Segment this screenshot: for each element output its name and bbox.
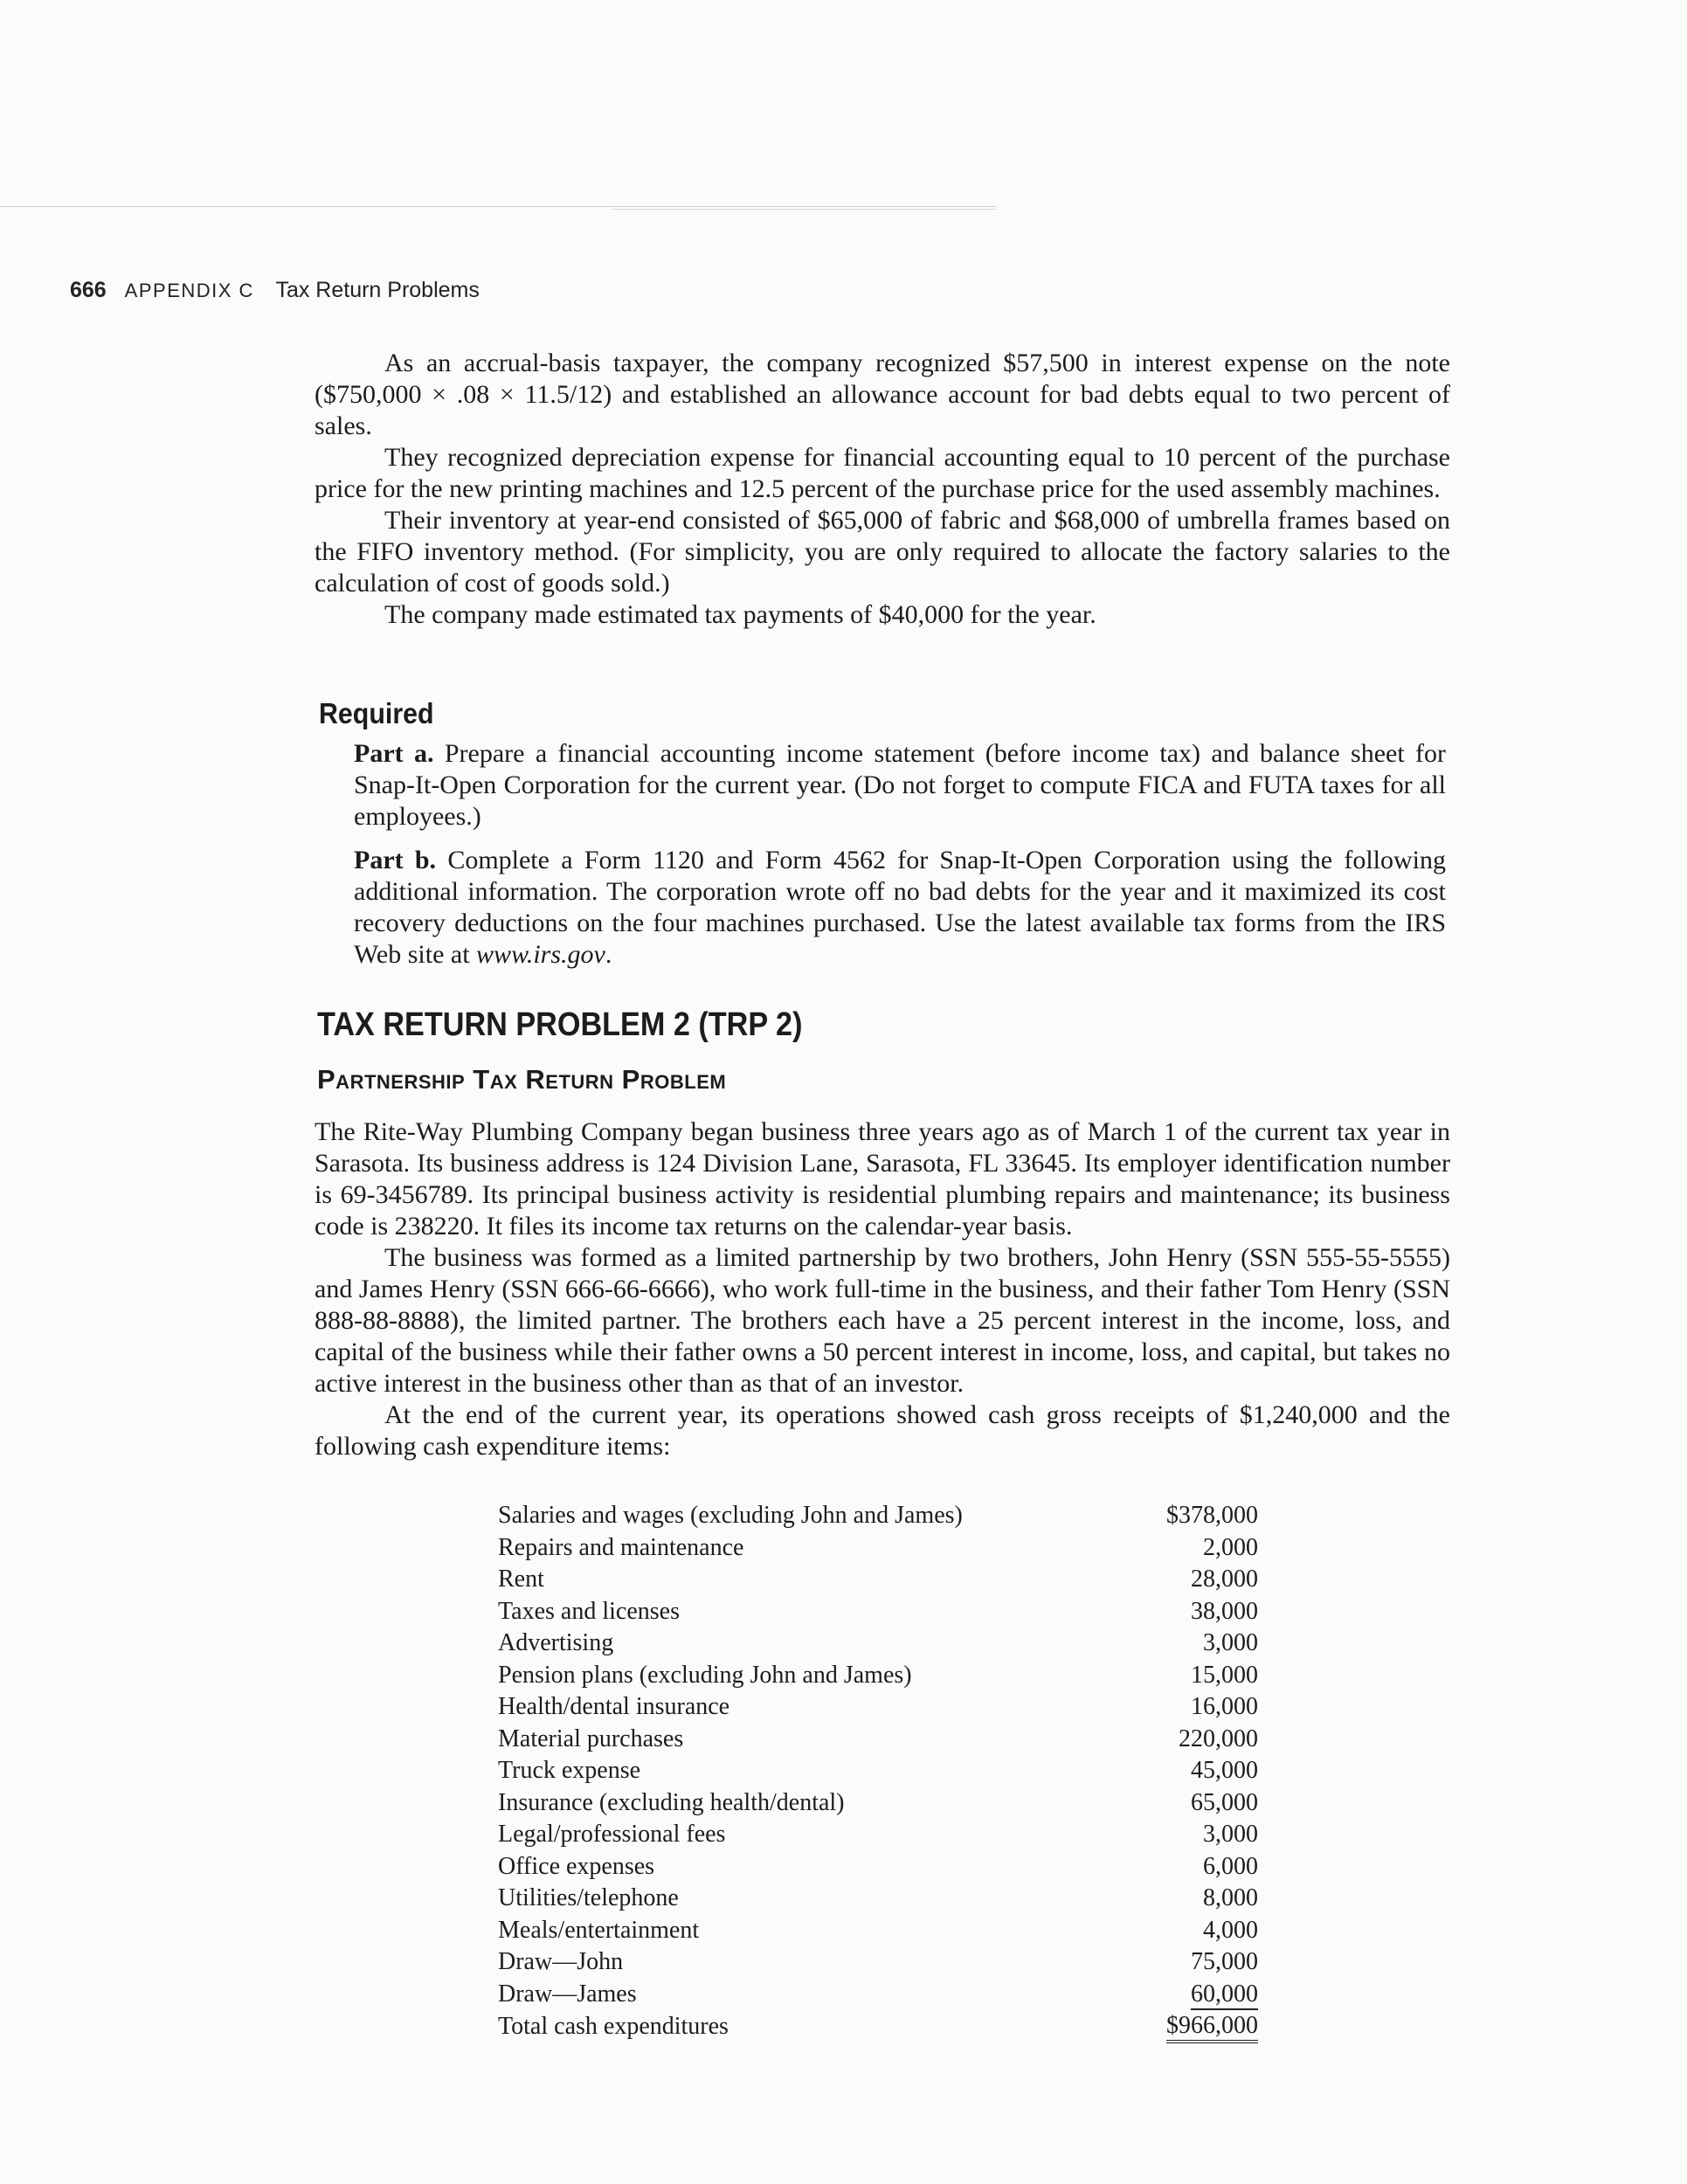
expense-amount-value: 38,000 [1191,1597,1258,1625]
intro-paragraph: Their inventory at year-end consisted of $65,000 of fabric and $68,000 of umbrella frames based on the FIFO inventory method. (For simplicity, you are only required to allocate the factory salaries to the calculation of cost of goods sold.) [315,506,1450,598]
expense-item: Draw—John [498,1948,624,1975]
appendix-label: APPENDIX C [124,280,254,301]
table-row [498,1851,1258,1883]
table-row [498,1755,1258,1787]
expense-item: Insurance (excluding health/dental) [498,1788,845,1816]
expense-amount-value: 65,000 [1191,1788,1258,1816]
expense-amount [1101,1628,1258,1660]
expense-amount [1101,1915,1258,1947]
expense-item: Utilities/telephone [498,1884,679,1911]
expense-item: Legal/professional fees [498,1821,726,1848]
total-row [498,2010,1258,2043]
expense-amount-value: 60,000 [1191,1980,1258,2010]
table-row [498,1628,1258,1660]
expense-item: Advertising [498,1629,614,1656]
expense-item: Pension plans (excluding John and James) [498,1661,912,1689]
expense-amount-value: 75,000 [1191,1948,1258,1975]
expense-amount-value: 2,000 [1203,1533,1258,1561]
required-heading: Required [319,697,434,729]
expense-item: Health/dental insurance [498,1693,730,1720]
required-parts [354,738,1446,983]
intro-block [315,348,1450,631]
total-amount [1101,2010,1258,2043]
expense-amount-value: 8,000 [1203,1884,1258,1911]
expense-amount-value: $378,000 [1166,1502,1258,1529]
expense-item: Office expenses [498,1852,655,1880]
scan-rule-2 [612,209,996,210]
part-a-label: Part a. [354,739,434,768]
page-number: 666 [70,278,107,302]
expense-amount [1101,1851,1258,1883]
table-row [498,1979,1258,2011]
table-row [498,1532,1258,1565]
table-row [498,1724,1258,1756]
expense-amount-value: 15,000 [1191,1661,1258,1689]
irs-url: www.irs.gov [476,940,605,969]
table-row [498,1883,1258,1915]
table-row [498,1660,1258,1692]
expense-amount [1101,1946,1258,1979]
expense-item: Material purchases [498,1724,684,1752]
expense-item: Repairs and maintenance [498,1533,744,1561]
expense-amount-value: 16,000 [1191,1693,1258,1720]
expense-amount-value: 28,000 [1191,1565,1258,1593]
intro-paragraph: The company made estimated tax payments of $40,000 for the year. [384,600,1096,629]
part-a [354,738,1446,833]
expense-amount [1101,1755,1258,1787]
expenditure-table [498,1500,1258,2043]
expense-item: Salaries and wages (excluding John and James) [498,1502,963,1529]
scan-rule [0,206,996,207]
expense-amount-value: 45,000 [1191,1757,1258,1784]
expense-amount [1101,1660,1258,1692]
expense-amount [1101,1883,1258,1915]
table-row [498,1691,1258,1724]
expense-amount [1101,1596,1258,1628]
expense-amount-value: 6,000 [1203,1852,1258,1880]
table-row [498,1500,1258,1532]
expense-amount-value: 220,000 [1179,1724,1258,1752]
expense-item: Meals/entertainment [498,1916,700,1944]
expense-amount-value: 4,000 [1203,1916,1258,1944]
table-row [498,1564,1258,1596]
table-row [498,1596,1258,1628]
trp2-paragraph: At the end of the current year, its operations showed cash gross receipts of $1,240,000 and the following cash expenditure items: [315,1400,1450,1461]
table-row [498,1946,1258,1979]
expense-amount [1101,1819,1258,1851]
trp2-block [315,1116,1450,1462]
expense-amount [1101,1979,1258,2011]
section-title: Tax Return Problems [275,278,480,302]
expense-item: Rent [498,1565,544,1593]
expense-amount [1101,1532,1258,1565]
part-b-end: . [605,940,612,969]
total-label: Total cash expenditures [498,2012,729,2040]
expense-item: Truck expense [498,1757,641,1784]
expense-item: Taxes and licenses [498,1597,680,1625]
expense-amount-value: 3,000 [1203,1629,1258,1656]
part-b [354,845,1446,971]
trp2-paragraph: The Rite-Way Plumbing Company began business three years ago as of March 1 of the current tax year in Sarasota. Its business address is 124 Division Lane, Sarasota, FL 33645. Its employer identification number is 69-3456789. Its principal business activity is residential plumbing repairs and maintenance; its business code is 238220. It files its income tax returns on the calendar-year basis. [315,1117,1450,1241]
part-b-text: Complete a Form 1120 and Form 4562 for Snap-It-Open Corporation using the following additional information. The corporation wrote off no bad debts for the year and it maximized its cost recovery deductions on the four machines purchased. Use the latest available tax forms from the IRS Web site at [354,846,1446,969]
table-row [498,1819,1258,1851]
table-row [498,1787,1258,1820]
total-amount-value: $966,000 [1166,2012,1258,2043]
expense-item: Draw—James [498,1980,637,2008]
expense-amount [1101,1500,1258,1532]
expense-amount [1101,1724,1258,1756]
running-head [70,278,480,303]
table-row [498,1915,1258,1947]
trp2-subheading: Partnership Tax Return Problem [317,1064,727,1095]
expense-amount-value: 3,000 [1203,1821,1258,1848]
intro-paragraph: As an accrual-basis taxpayer, the company recognized $57,500 in interest expense on the note ($750,000 × .08 × 11.5/12) and established an allowance account for bad debts equal to two percent of sales. [315,349,1450,440]
intro-paragraph: They recognized depreciation expense for financial accounting equal to 10 percent of the purchase price for the new printing machines and 12.5 percent of the purchase price for the used assembly machines. [315,443,1450,503]
expense-amount [1101,1691,1258,1724]
part-a-text: Prepare a financial accounting income statement (before income tax) and balance sheet for Snap-It-Open Corporation for the current year. (Do not forget to compute FICA and FUTA taxes for all employees.) [354,739,1446,831]
expense-amount [1101,1787,1258,1820]
trp2-heading: TAX RETURN PROBLEM 2 (TRP 2) [317,1006,803,1043]
trp2-paragraph: The business was formed as a limited partnership by two brothers, John Henry (SSN 555-55-5555) and James Henry (SSN 666-66-6666), who work full-time in the business, and their father Tom Henry (SSN 888-88-8888), the limited partner. The brothers each have a 25 percent interest in the income, loss, and capital of the business while their father owns a 50 percent interest in income, loss, and capital, but takes no active interest in the business other than as that of an investor. [315,1243,1450,1398]
part-b-label: Part b. [354,846,437,874]
expense-amount [1101,1564,1258,1596]
